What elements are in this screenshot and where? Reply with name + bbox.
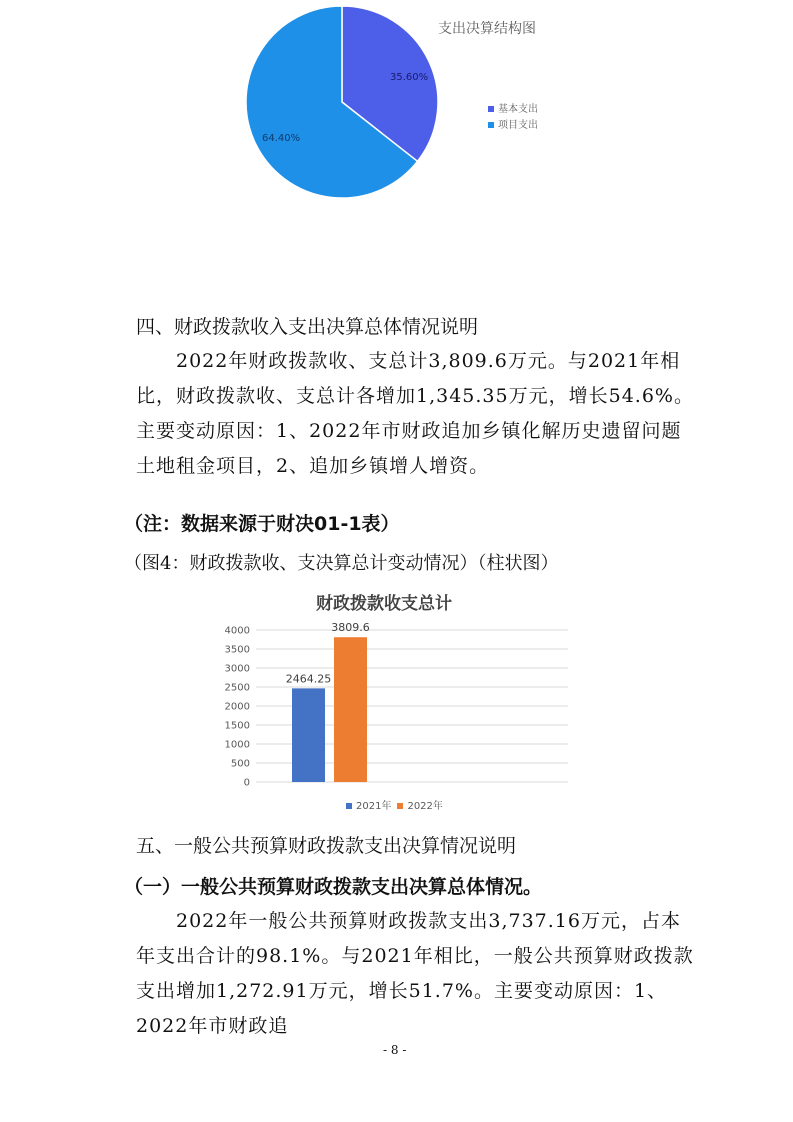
pie-legend-swatch (488, 122, 494, 128)
section5-subheading: （一）一般公共预算财政拨款支出决算总体情况。 (124, 876, 543, 898)
bar-1 (292, 688, 325, 782)
bar-data-label-1: 2464.25 (285, 672, 332, 686)
pie-slice-label-2: 64.40% (262, 133, 301, 144)
y-tick-label-1: 500 (230, 758, 250, 770)
y-tick-label-6: 3000 (224, 663, 250, 675)
bar-legend-label: 2021年 (356, 801, 392, 812)
y-tick-label-7: 3500 (224, 644, 250, 656)
bar-plot (208, 585, 583, 815)
bar-legend-item-1 (346, 801, 391, 812)
y-tick-label-5: 2500 (224, 682, 250, 694)
y-tick-label-4: 2000 (224, 701, 250, 713)
y-tick-label-8: 4000 (224, 625, 250, 637)
bar-2 (334, 637, 367, 782)
pie-chart-title: 支出决算结构图 (438, 21, 536, 37)
section5-paragraph-text: 2022年一般公共预算财政拨款支出3,737.16万元，占本年支出合计的98.1%。与2021年相比，一般公共预算财政拨款支出增加1,272.91万元，增长51.7%。主要变动原因：1、2022年市财政追 (136, 910, 694, 1037)
pie-plot (240, 0, 460, 215)
data-source-note: （注：数据来源于财决01-1表） (124, 513, 400, 535)
section4-paragraph (136, 344, 696, 484)
pie-legend-item-2 (488, 118, 538, 134)
bar-legend-swatch (346, 803, 352, 809)
pie-chart (240, 0, 600, 215)
pie-slice-label-1: 35.60% (390, 72, 429, 83)
y-tick-label-0: 0 (243, 777, 250, 789)
bar-legend-label: 2022年 (407, 801, 443, 812)
bar-chart (208, 585, 583, 815)
page-number: - 8 - (383, 1043, 407, 1057)
pie-legend-item-1 (488, 102, 538, 118)
figure-caption: （图4：财政拨款收、支决算总计变动情况）（柱状图） (124, 553, 559, 574)
pie-legend (488, 102, 538, 134)
y-tick-label-3: 1500 (224, 720, 250, 732)
section4-heading: 四、财政拨款收入支出决算总体情况说明 (136, 316, 479, 338)
section5-paragraph (136, 904, 696, 1044)
pie-legend-label: 项目支出 (498, 120, 538, 131)
pie-legend-label: 基本支出 (498, 104, 538, 115)
bar-legend-swatch (397, 803, 403, 809)
section5-heading: 五、一般公共预算财政拨款支出决算情况说明 (136, 835, 517, 857)
bar-legend-item-2 (397, 801, 442, 812)
pie-legend-swatch (488, 106, 494, 112)
y-tick-label-2: 1000 (224, 739, 250, 751)
bar-data-label-2: 3809.6 (331, 621, 370, 635)
bar-chart-title: 财政拨款收支总计 (316, 594, 452, 614)
bar-legend (346, 797, 449, 812)
section4-paragraph-text: 2022年财政拨款收、支总计3,809.6万元。与2021年相比，财政拨款收、支总计各增加1,345.35万元，增长54.6%。主要变动原因：1、2022年市财政追加乡镇化解历史遗留问题土地租金项目，2、追加乡镇增人增资。 (136, 350, 694, 477)
